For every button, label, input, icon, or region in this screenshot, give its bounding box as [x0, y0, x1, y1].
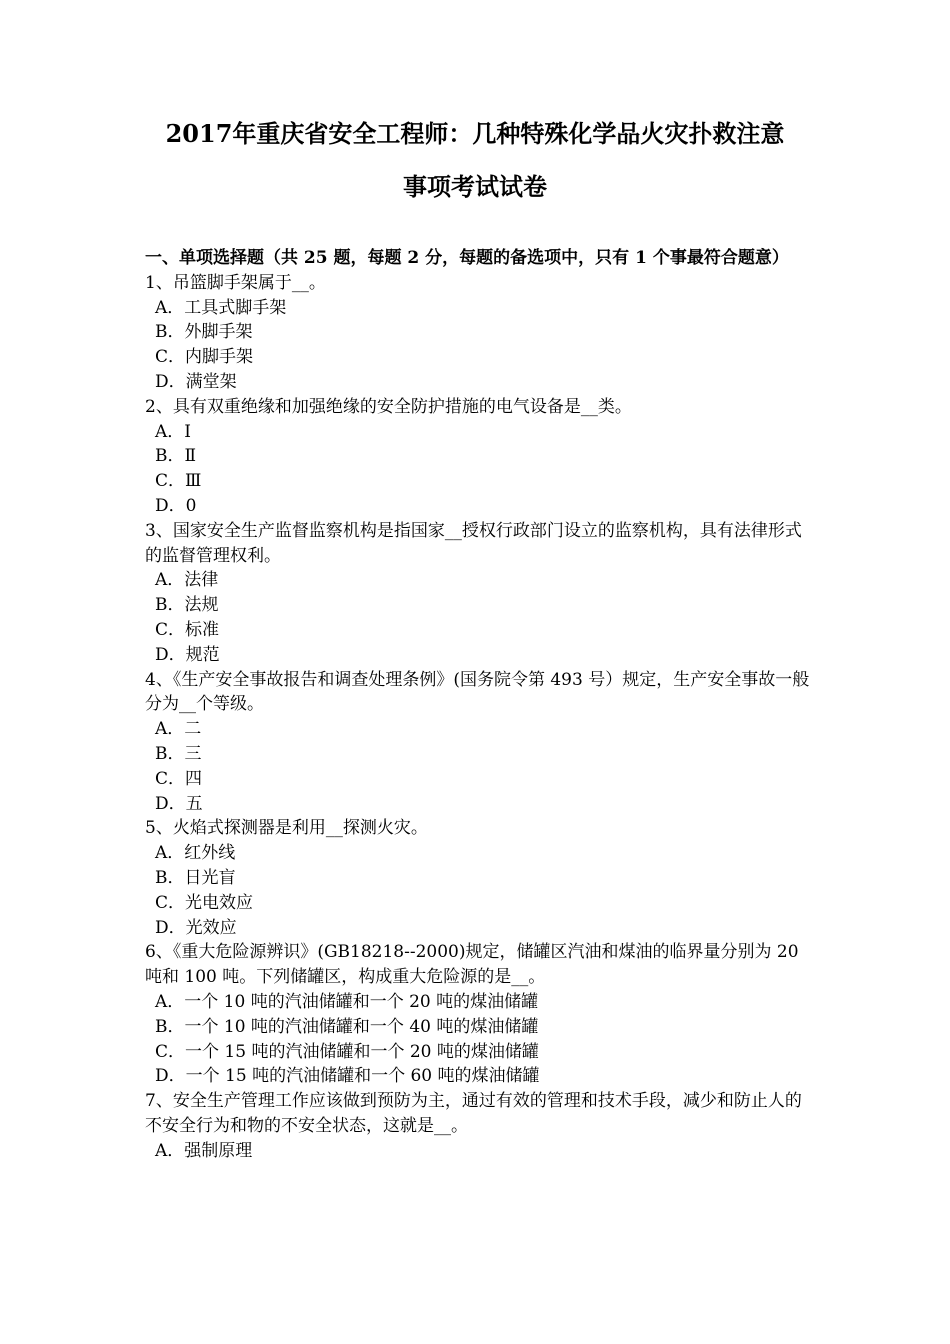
question-6 — [145, 940, 810, 1089]
option-a: A．工具式脚手架 — [155, 297, 287, 318]
question-4 — [145, 668, 810, 817]
option-a: A．法律 — [155, 570, 219, 591]
option-d: D．0 — [155, 495, 197, 516]
option-c: C．光电效应 — [155, 892, 254, 913]
question-text: 1、吊篮脚手架属于__。 — [145, 272, 326, 293]
option-b: B．外脚手架 — [155, 322, 253, 343]
question-5 — [145, 816, 810, 940]
question-2 — [145, 395, 810, 519]
option-a: A．强制原理 — [155, 1140, 253, 1161]
option-d: D．规范 — [155, 644, 220, 665]
option-a: A．Ⅰ — [155, 421, 191, 442]
exam-content — [145, 246, 810, 1163]
option-d: D．一个 15 吨的汽油储罐和一个 60 吨的煤油储罐 — [155, 1066, 540, 1087]
question-text: 6、《重大危险源辨识》(GB18218--2000)规定，储罐区汽油和煤油的临界量分别为 20 吨和 100 吨。下列储罐区，构成重大危险源的是__。 — [145, 942, 799, 988]
option-a: A．二 — [155, 719, 202, 740]
question-1 — [145, 271, 810, 395]
option-d: D．满堂架 — [155, 371, 237, 392]
option-b: B．法规 — [155, 595, 219, 616]
option-b: B．Ⅱ — [155, 446, 197, 467]
question-text: 2、具有双重绝缘和加强绝缘的安全防护措施的电气设备是__类。 — [145, 396, 632, 417]
section-heading: 一、单项选择题（共 25 题，每题 2 分，每题的备选项中，只有 1 个事最符合题意） — [145, 248, 789, 268]
question-text: 7、安全生产管理工作应该做到预防为主，通过有效的管理和技术手段，减少和防止人的不安全行为和物的不安全状态，这就是__。 — [145, 1091, 802, 1136]
question-text: 4、《生产安全事故报告和调查处理条例》(国务院令第 493 号）规定，生产安全事故一般分为__个等级。 — [145, 669, 810, 715]
option-c: C．内脚手架 — [155, 347, 254, 368]
option-d: D．光效应 — [155, 917, 237, 938]
question-7 — [145, 1089, 810, 1163]
option-c: C．标准 — [155, 619, 220, 640]
question-text: 5、火焰式探测器是利用__探测火灾。 — [145, 818, 428, 839]
option-b: B．一个 10 吨的汽油储罐和一个 40 吨的煤油储罐 — [155, 1016, 539, 1037]
option-a: A．一个 10 吨的汽油储罐和一个 20 吨的煤油储罐 — [155, 991, 539, 1012]
document-title-line-2: 事项考试试卷 — [403, 172, 547, 201]
option-c: C．四 — [155, 768, 203, 789]
option-a: A．红外线 — [155, 843, 236, 864]
option-c: C．Ⅲ — [155, 471, 202, 492]
option-c: C．一个 15 吨的汽油储罐和一个 20 吨的煤油储罐 — [155, 1041, 539, 1062]
document-title-line-1: 2017年重庆省安全工程师：几种特殊化学品火灾扑救注意 — [165, 119, 785, 148]
option-b: B．三 — [155, 743, 202, 764]
option-d: D．五 — [155, 793, 203, 814]
question-3 — [145, 519, 810, 668]
option-b: B．日光盲 — [155, 867, 236, 888]
question-text: 3、国家安全生产监督监察机构是指国家__授权行政部门设立的监察机构，具有法律形式的监督管理权利。 — [145, 520, 802, 566]
